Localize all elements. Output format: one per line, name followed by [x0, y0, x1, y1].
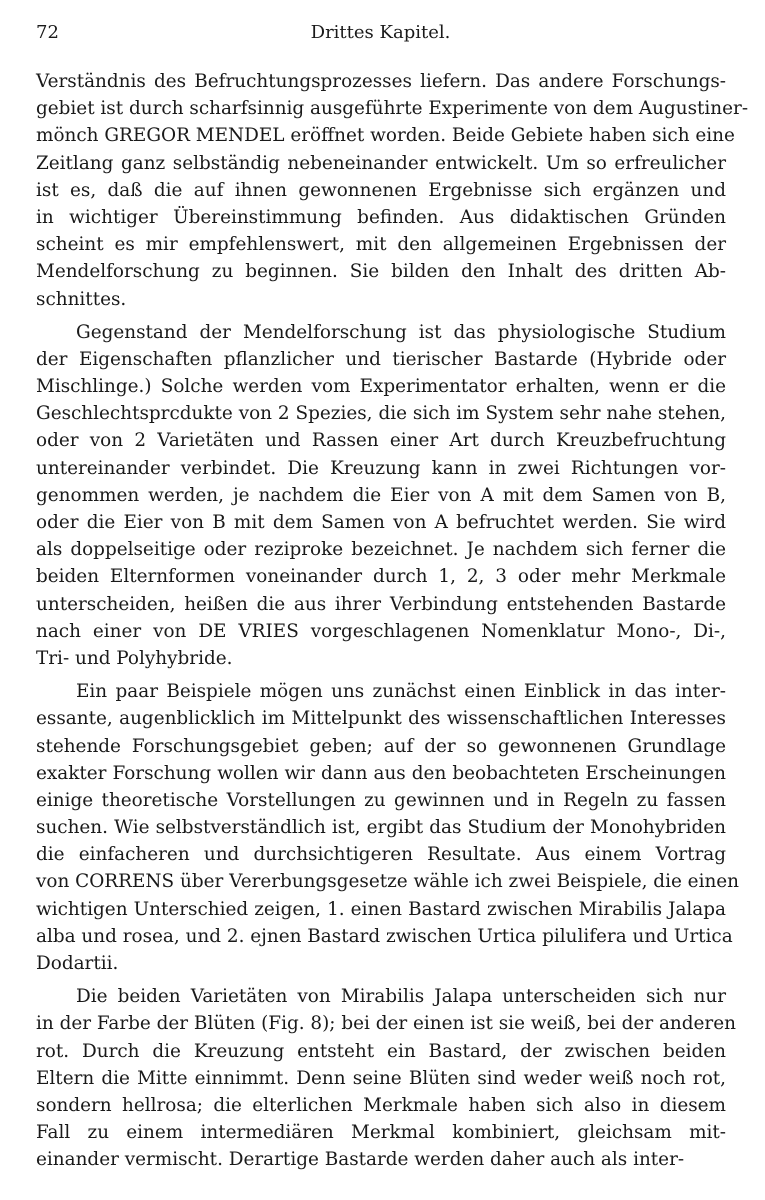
text-line: essante, augenblicklich im Mittelpunkt des wissenschaftlichen Interesses	[36, 708, 726, 730]
paragraph	[36, 678, 740, 977]
text-line: Mendelforschung zu beginnen. Sie bilden den Inhalt des dritten Ab-	[36, 261, 726, 283]
text-line: beiden Elternformen voneinander durch 1, 2, 3 oder mehr Merkmale	[36, 566, 726, 588]
text-line: Mischlinge.) Solche werden vom Experimentator erhalten, wenn er die	[36, 376, 726, 398]
text-line: Gegenstand der Mendelforschung ist das physiologische Studium	[76, 321, 726, 343]
text-line: die einfacheren und durchsichtigeren Resultate. Aus einem Vortrag	[36, 844, 726, 866]
text-line: Tri- und Polyhybride.	[36, 647, 233, 669]
text-line: Fall zu einem intermediären Merkmal kombiniert, gleichsam mit-	[36, 1122, 726, 1144]
text-line: untereinander verbindet. Die Kreuzung kann in zwei Richtungen vor-	[36, 457, 726, 479]
text-line: Die beiden Varietäten von Mirabilis Jalapa unterscheiden sich nur	[76, 986, 726, 1008]
text-line: nach einer von DE VRIES vorgeschlagenen Nomenklatur Mono-, Di-,	[36, 620, 726, 642]
page-number: 72	[36, 22, 59, 43]
text-line: ist es, daß die auf ihnen gewonnenen Ergebnisse sich ergänzen und	[36, 179, 726, 201]
text-line: Dodartii.	[36, 953, 119, 974]
paragraph	[36, 983, 736, 1173]
text-line: Verständnis des Befruchtungsprozesses liefern. Das andere Forschungs-	[36, 71, 726, 92]
author-name: DE VRIES	[198, 620, 299, 642]
text-line: mönch GREGOR MENDEL eröffnet worden. Beide Gebiete haben sich eine	[36, 125, 735, 147]
text-line: Zeitlang ganz selbständig nebeneinander entwickelt. Um so erfreulicher	[36, 152, 726, 174]
text-line: in wichtiger Übereinstimmung befinden. Aus didaktischen Gründen	[36, 206, 726, 228]
text-line: exakter Forschung wollen wir dann aus den beobachteten Erscheinungen	[36, 762, 726, 784]
text-line: stehende Forschungsgebiet geben; auf der so gewonnenen Grundlage	[36, 735, 726, 757]
text-line: suchen. Wie selbstverständlich ist, ergibt das Studium der Monohybriden	[36, 817, 726, 839]
paragraph	[36, 319, 726, 672]
author-name: GREGOR MENDEL	[104, 125, 285, 147]
text-line: oder von 2 Varietäten und Rassen einer Art durch Kreuzbefruchtung	[36, 430, 726, 452]
text-line: einige theoretische Vorstellungen zu gewinnen und in Regeln zu fassen	[36, 789, 726, 811]
text-line: der Eigenschaften pflanzlicher und tierischer Bastarde (Hybride oder	[36, 348, 726, 370]
text-line: oder die Eier von B mit dem Samen von A befruchtet werden. Sie wird	[36, 512, 726, 533]
text-line: in der Farbe der Blüten (Fig. 8); bei der einen ist sie weiß, bei der anderen	[36, 1013, 736, 1035]
text-line: gebiet ist durch scharfsinnig ausgeführte Experimente von dem Augustiner-	[36, 98, 749, 120]
text-line: rot. Durch die Kreuzung entsteht ein Bastard, der zwischen beiden	[36, 1040, 726, 1062]
text-line: von CORRENS über Vererbungsgesetze wähle ich zwei Beispiele, die einen	[36, 871, 740, 893]
text-line: Geschlechtsprcdukte von 2 Spezies, die sich im System sehr nahe stehen,	[36, 403, 726, 425]
text-line: alba und rosea, und 2. ejnen Bastard zwischen Urtica pilulifera und Urtica	[36, 925, 733, 947]
text-line: Ein paar Beispiele mögen uns zunächst einen Einblick in das inter-	[76, 681, 726, 703]
page-header	[36, 22, 725, 52]
text-line: unterscheiden, heißen die aus ihrer Verbindung entstehenden Bastarde	[36, 593, 726, 615]
paragraph	[36, 68, 749, 313]
text-line: wichtigen Unterschied zeigen, 1. einen Bastard zwischen Mirabilis Jalapa	[36, 898, 726, 920]
text-line: genommen werden, je nachdem die Eier von A mit dem Samen von B,	[36, 484, 726, 506]
body-text	[36, 68, 749, 1174]
text-line: sondern hellrosa; die elterlichen Merkmale haben sich also in diesem	[36, 1094, 726, 1116]
text-line: als doppelseitige oder reziproke bezeichnet. Je nachdem sich ferner die	[36, 539, 726, 561]
text-line: scheint es mir empfehlenswert, mit den allgemeinen Ergebnissen der	[36, 234, 726, 256]
running-head: Drittes Kapitel.	[310, 22, 451, 43]
text-line: Eltern die Mitte einnimmt. Denn seine Blüten sind weder weiß noch rot,	[36, 1067, 726, 1089]
text-line: einander vermischt. Derartige Bastarde werden daher auch als inter-	[36, 1149, 685, 1171]
author-name: CORRENS	[75, 871, 175, 893]
text-line: schnittes.	[36, 288, 127, 310]
